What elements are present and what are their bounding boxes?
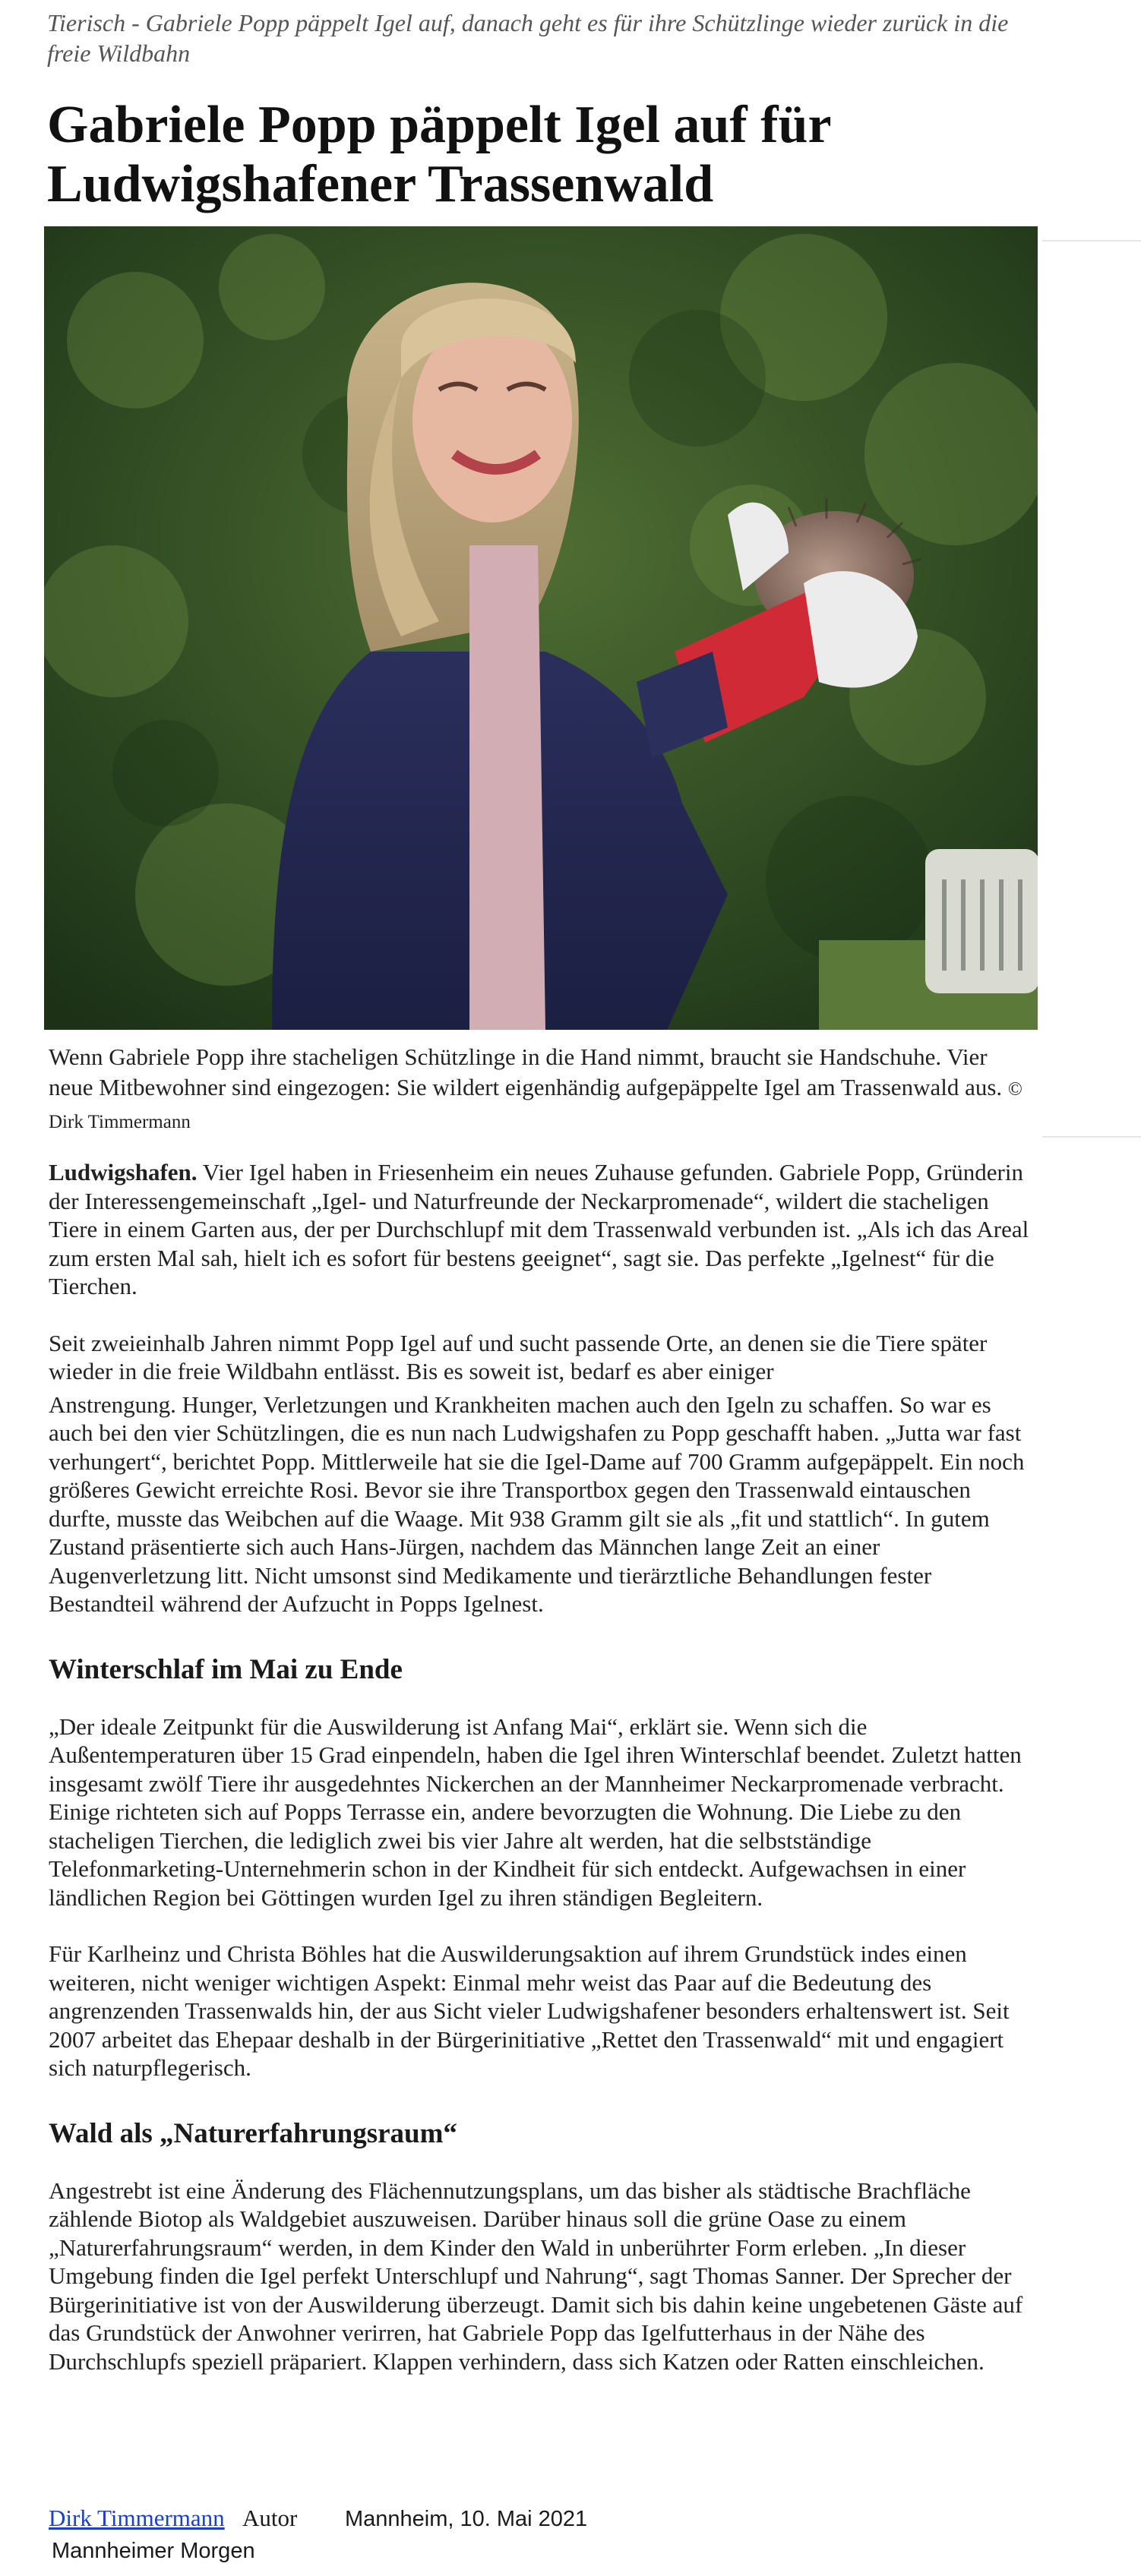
article-headline: Gabriele Popp päppelt Igel auf für Ludwigshafener Trassenwald <box>47 96 831 213</box>
paragraph-5: Angestrebt ist eine Änderung des Flächennutzungsplans, um das bisher als städtische Brachfläche zählende Biotop als Waldgebiet auszuweisen. Darüber hinaus soll die grüne Oase zu einem „Naturerfahrungsraum“ werden, in dem Kinder den Wald in unberührter Form erleben. „In dieser Umgebung finden die Igel perfekt Unterschlupf und Nahrung“, sagt Thomas Sanner. Der Sprecher der Bürgerinitiative ist von der Auswilderung überzeugt. Damit sich bis dahin keine ungebetenen Gäste auf das Grundstück der Anwohner verirren, hat Gabriele Popp das Igelfutterhaus in der Nähe des Durchschlupfs speziell präpariert. Klappen verhindern, dass sich Katzen oder Ratten einschleichen. <box>49 2177 1023 2375</box>
paragraph-2b: Anstrengung. Hunger, Verletzungen und Krankheiten machen auch den Igeln zu schaffen. So war es auch bei den vier Schützlingen, die es nun nach Ludwigshafen zu Popp geschafft haben. „Jutta war fast verhungert“, berichtet Popp. Mittlerweile hat sie die Igel-Dame auf 700 Gramm aufgepäppelt. Ein noch größeres Gewicht erreichte Rosi. Bevor sie ihre Transportbox gegen den Trassenwald eintauschen durfte, musste das Weibchen auf die Waage. Mit 938 Gramm gilt sie als „fit und stattlich“. In gutem Zustand präsentierte sich auch Hans-Jürgen, nachdem das Männchen lange Zeit an einer Augenverletzung litt. Nicht umsonst sind Medikamente und tierärztliche Behandlungen fester Bestandteil während der Aufzucht in Popps Igelnest. <box>49 1391 1025 1617</box>
author-role: Autor <box>242 2505 298 2531</box>
article-footer <box>49 2503 1036 2571</box>
edge-divider <box>1042 240 1141 242</box>
dateline-place: Ludwigshafen. <box>49 1159 198 1185</box>
publication-name: Mannheimer Morgen <box>52 2539 255 2563</box>
article-photo <box>44 226 1038 1030</box>
paragraph-1-text: Vier Igel haben in Friesenheim ein neues Zuhause gefunden. Gabriele Popp, Gründerin der Interessengemeinschaft „Igel- und Naturfreunde der Neckarpromenade“, wildert die stacheligen Tiere in einem Garten aus, der per Durchschlupf mit dem Trassenwald verbunden ist. „Als ich das Areal zum ersten Mal sah, hielt ich es sofort für bestens geeignet“, sagt sie. Das perfekte „Igelnest“ für die Tierchen. <box>49 1159 1029 1299</box>
article-kicker: Tierisch - Gabriele Popp päppelt Igel auf, danach geht es für ihre Schützlinge wieder zurück in die freie Wildbahn <box>47 9 1009 67</box>
subheading-naturerfahrungsraum: Wald als „Naturerfahrungsraum“ <box>49 2117 457 2149</box>
paragraph-4: Für Karlheinz und Christa Böhles hat die Auswilderungsaktion auf ihrem Grundstück indes einen weiteren, nicht weniger wichtigen Aspekt: Einmal mehr weist das Paar auf die Bedeutung des angrenzenden Trassenwalds hin, der aus Sicht vieler Ludwigshafener besonders erhaltenswert ist. Seit 2007 arbeitet das Ehepaar deshalb in der Bürgerinitiative „Rettet den Trassenwald“ mit und engagiert sich naturpflegerisch. <box>49 1940 1010 2081</box>
photo-credit: © Dirk Timmermann <box>49 1079 1022 1132</box>
photo-caption <box>49 1042 1036 1138</box>
article-body <box>49 1158 1036 2376</box>
paragraph-1 <box>49 1158 1036 1301</box>
publish-dateline: Mannheim, 10. Mai 2021 <box>345 2507 588 2531</box>
caption-text: Wenn Gabriele Popp ihre stacheligen Schützlinge in die Hand nimmt, braucht sie Handschuhe. Vier neue Mitbewohner sind eingezogen: Sie wildert eigenhändig aufgepäppelte Igel am Trassenwald aus. <box>49 1043 1003 1100</box>
edge-divider <box>1042 1136 1141 1138</box>
paragraph-3: „Der ideale Zeitpunkt für die Auswilderung ist Anfang Mai“, erklärt sie. Wenn sich die Außentemperaturen über 15 Grad einpendeln, haben die Igel ihren Winterschlaf beendet. Zuletzt hatten insgesamt zwölf Tiere ihr ausgedehntes Nickerchen an der Mannheimer Neckarpromenade verbracht. Einige richteten sich auf Popps Terrasse ein, andere bevorzugten die Wohnung. Die Liebe zu den stacheligen Tierchen, die lediglich zwei bis vier Jahre alt werden, hat die selbstständige Telefonmarketing-Unternehmerin schon in der Kindheit für sich entdeckt. Aufgewachsen in einer ländlichen Region bei Göttingen wurden Igel zu ihren ständigen Begleitern. <box>49 1713 1022 1911</box>
author-link[interactable]: Dirk Timmermann <box>49 2505 225 2531</box>
paragraph-2a: Seit zweieinhalb Jahren nimmt Popp Igel auf und sucht passende Orte, an denen sie die Tiere später wieder in die freie Wildbahn entlässt. Bis es soweit ist, bedarf es aber einiger <box>49 1329 988 1384</box>
subheading-winterschlaf: Winterschlaf im Mai zu Ende <box>49 1653 403 1685</box>
